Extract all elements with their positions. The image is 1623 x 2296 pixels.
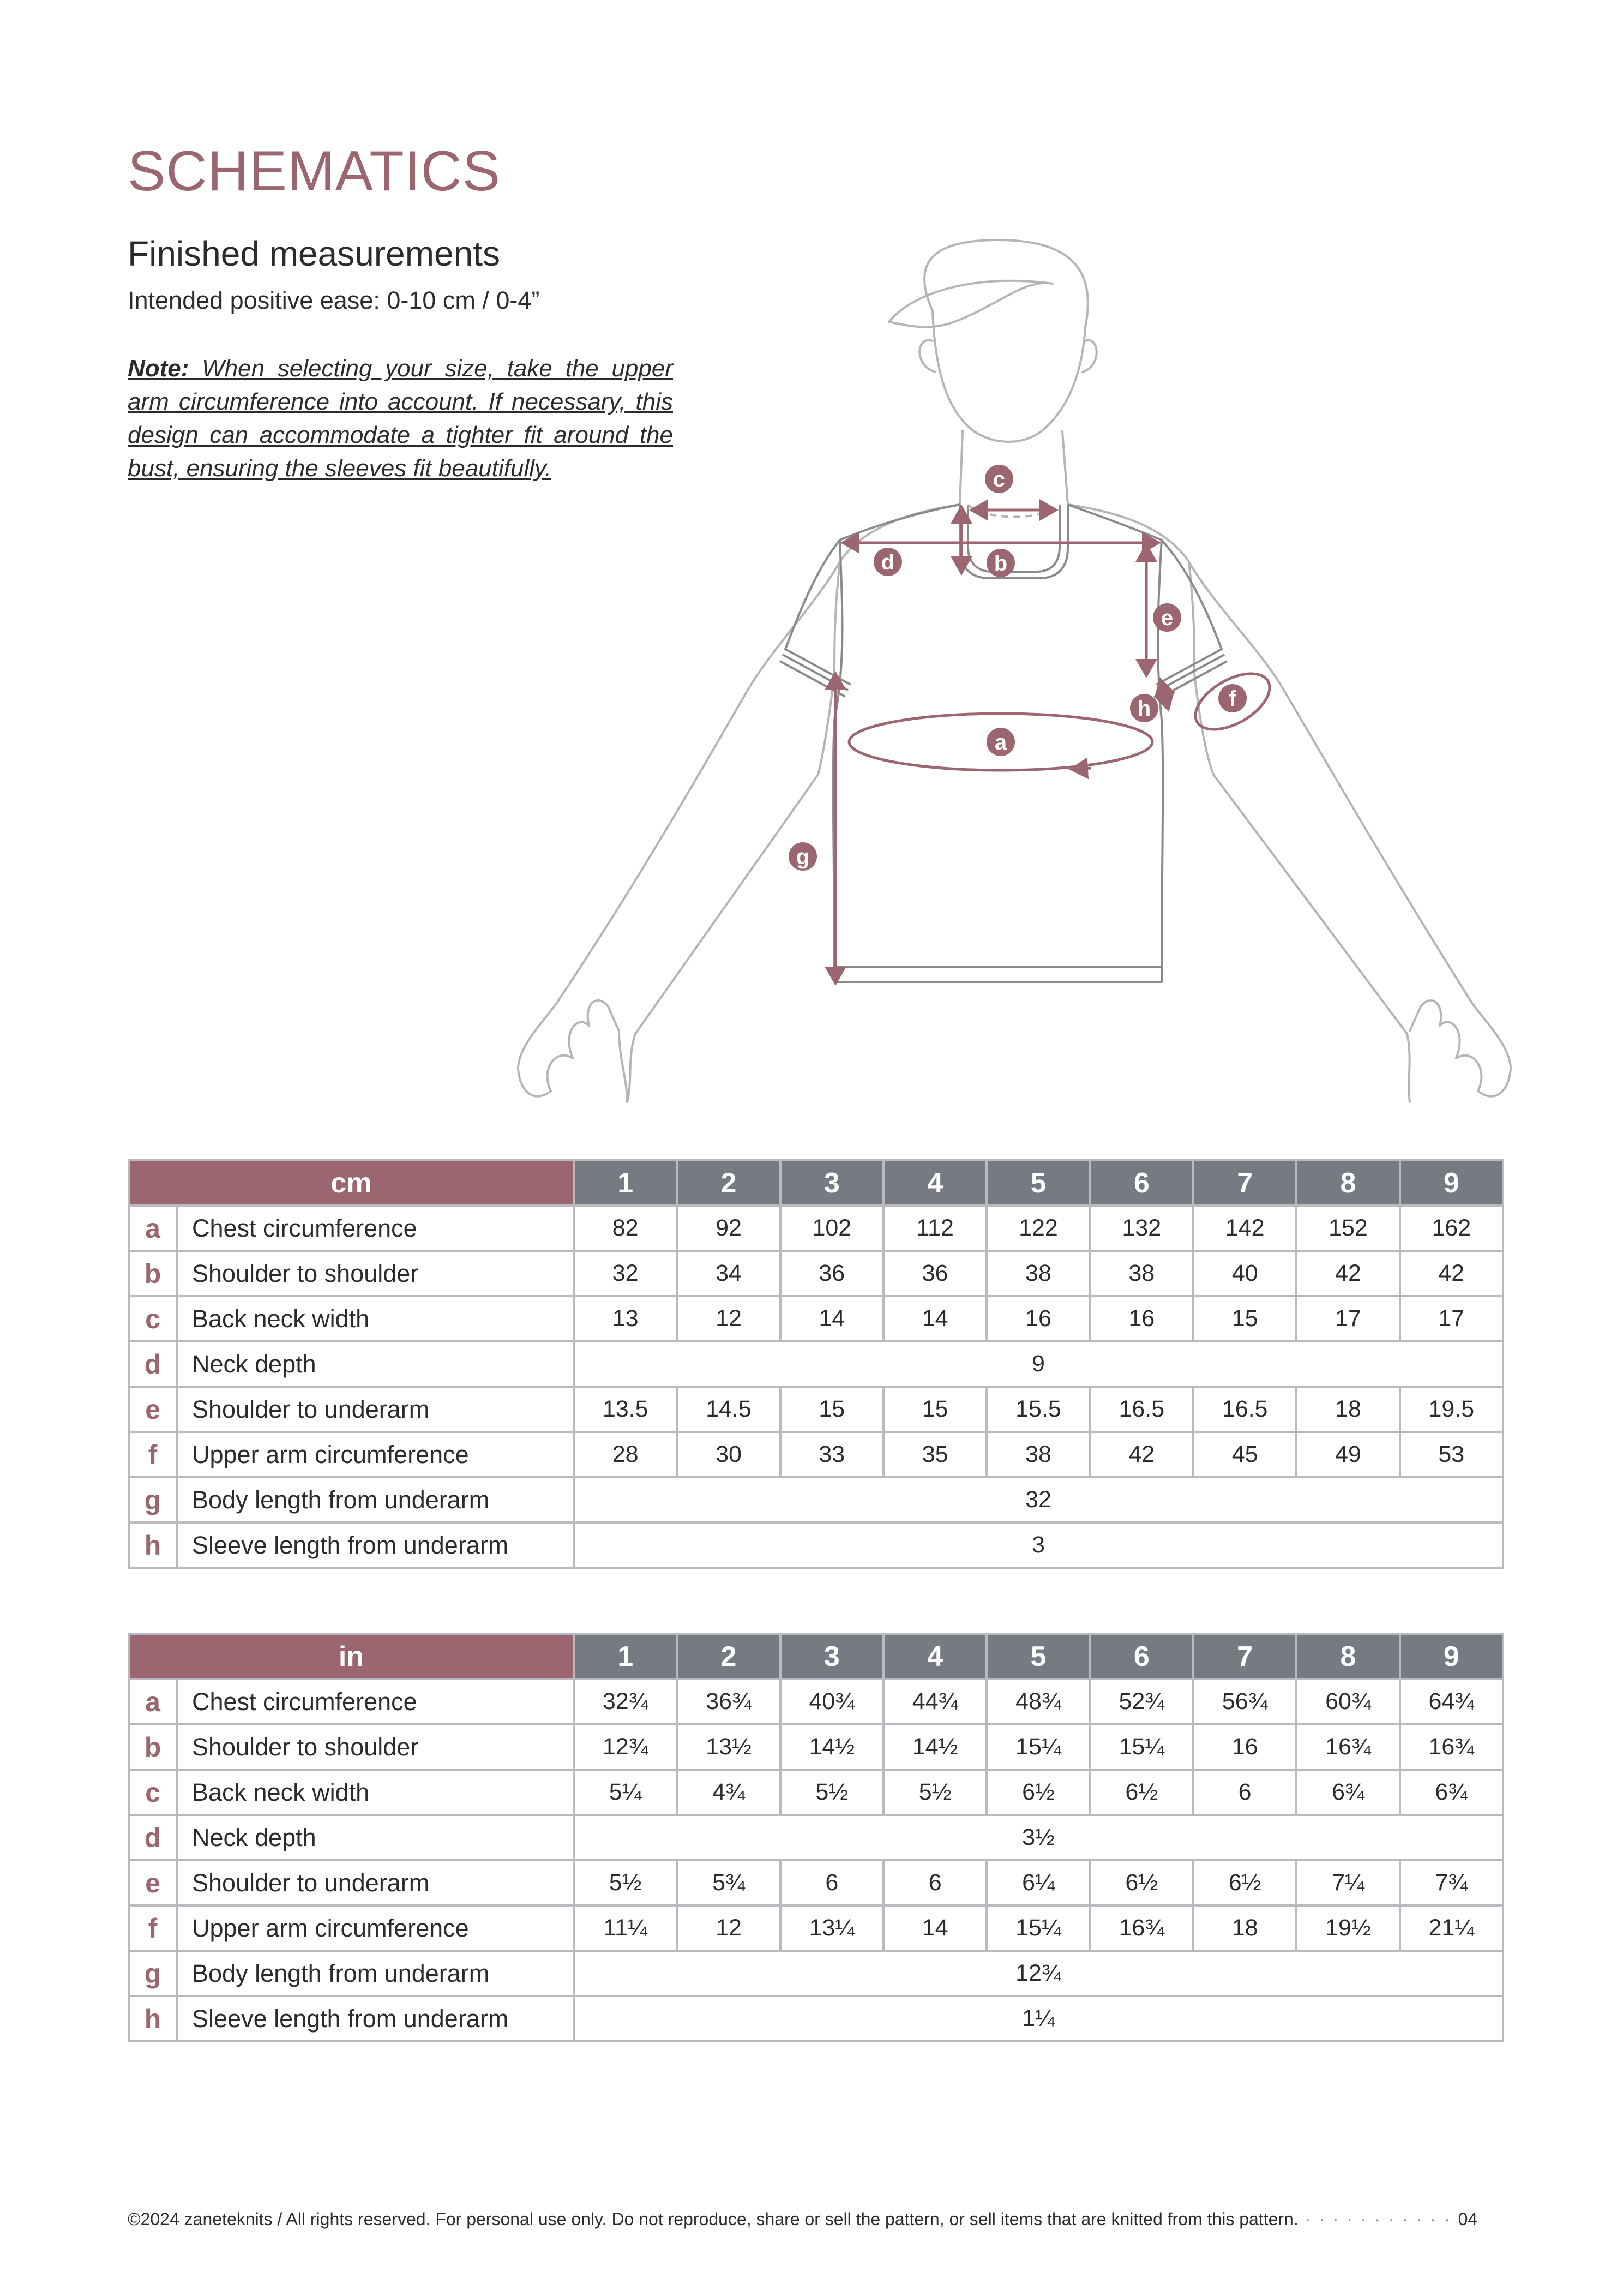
table-cell: 6½ bbox=[987, 1770, 1090, 1815]
table-row bbox=[129, 1724, 1503, 1770]
size-header: 4 bbox=[883, 1160, 987, 1206]
page-number: 04 bbox=[1458, 2209, 1478, 2229]
size-header: 6 bbox=[1090, 1634, 1193, 1679]
row-letter: g bbox=[129, 1951, 177, 1996]
table-row bbox=[129, 1770, 1503, 1815]
row-letter: c bbox=[129, 1296, 177, 1341]
unit-header: cm bbox=[129, 1160, 574, 1206]
table-cell: 6¾ bbox=[1296, 1770, 1399, 1815]
row-letter: b bbox=[129, 1724, 177, 1770]
row-letter: c bbox=[129, 1770, 177, 1815]
table-cell: 64¾ bbox=[1400, 1679, 1503, 1724]
size-header: 3 bbox=[780, 1160, 883, 1206]
label-h: h bbox=[1137, 697, 1151, 721]
table-cell: 82 bbox=[574, 1206, 677, 1251]
table-cell: 14.5 bbox=[677, 1387, 780, 1432]
row-letter: a bbox=[129, 1206, 177, 1251]
table-row bbox=[129, 1905, 1503, 1951]
row-label: Shoulder to underarm bbox=[177, 1387, 574, 1432]
table-cell: 132 bbox=[1090, 1206, 1193, 1251]
table-cell: 36¾ bbox=[677, 1679, 780, 1724]
table-row bbox=[129, 1679, 1503, 1724]
table-cell-merged: 3 bbox=[574, 1522, 1503, 1568]
table-cell: 16.5 bbox=[1090, 1387, 1193, 1432]
body-outline bbox=[518, 240, 1511, 1102]
row-letter: d bbox=[129, 1815, 177, 1860]
table-cell: 19½ bbox=[1296, 1905, 1399, 1951]
table-row bbox=[129, 1860, 1503, 1905]
table-cell: 40 bbox=[1193, 1251, 1296, 1296]
note-label: Note: bbox=[128, 355, 189, 382]
label-e: e bbox=[1161, 606, 1174, 630]
table-cell: 35 bbox=[883, 1432, 987, 1477]
table-cell: 45 bbox=[1193, 1432, 1296, 1477]
table-header-row bbox=[129, 1160, 1503, 1206]
table-cell: 38 bbox=[1090, 1251, 1193, 1296]
table-cell: 32 bbox=[574, 1251, 677, 1296]
label-f-marker bbox=[1218, 684, 1247, 712]
measurement-labels bbox=[789, 465, 1247, 871]
row-letter: b bbox=[129, 1251, 177, 1296]
row-label: Sleeve length from underarm bbox=[177, 1522, 574, 1568]
section-subtitle: Finished measurements bbox=[128, 234, 500, 273]
table-row bbox=[129, 1815, 1503, 1860]
row-letter: h bbox=[129, 1996, 177, 2041]
page-title: SCHEMATICS bbox=[128, 140, 501, 203]
table-cell: 30 bbox=[677, 1432, 780, 1477]
size-header: 9 bbox=[1400, 1634, 1503, 1679]
table-cell: 5½ bbox=[574, 1860, 677, 1905]
table-cell: 52¾ bbox=[1090, 1679, 1193, 1724]
size-header: 9 bbox=[1400, 1160, 1503, 1206]
unit-header: in bbox=[129, 1634, 574, 1679]
row-label: Shoulder to underarm bbox=[177, 1860, 574, 1905]
table-cell: 42 bbox=[1296, 1251, 1399, 1296]
table-cell: 4¾ bbox=[677, 1770, 780, 1815]
table-cell: 15¼ bbox=[987, 1724, 1090, 1770]
table-cell: 44¾ bbox=[883, 1679, 987, 1724]
table-cell: 6½ bbox=[1090, 1770, 1193, 1815]
table-cell: 15 bbox=[780, 1387, 883, 1432]
row-label: Sleeve length from underarm bbox=[177, 1996, 574, 2041]
row-label: Chest circumference bbox=[177, 1206, 574, 1251]
label-c: c bbox=[993, 467, 1006, 491]
table-cell: 17 bbox=[1296, 1296, 1399, 1341]
measurement-arrows bbox=[835, 507, 1279, 983]
table-row bbox=[129, 1951, 1503, 1996]
table-cell: 7¾ bbox=[1400, 1860, 1503, 1905]
size-header: 4 bbox=[883, 1634, 987, 1679]
size-header: 6 bbox=[1090, 1160, 1193, 1206]
table-cell: 12¾ bbox=[574, 1724, 677, 1770]
size-header: 7 bbox=[1193, 1634, 1296, 1679]
table-cell: 28 bbox=[574, 1432, 677, 1477]
table-cell: 6¼ bbox=[987, 1860, 1090, 1905]
label-g-marker bbox=[789, 842, 817, 871]
table-cell: 12 bbox=[677, 1905, 780, 1951]
note-text: When selecting your size, take the upper arm circumference into account. If necessary, this design can accommodate a tighter fit around the bust, ensuring the sleeves fit beautifully. bbox=[128, 355, 673, 482]
table-cell: 6 bbox=[883, 1860, 987, 1905]
table-cell: 14 bbox=[780, 1296, 883, 1341]
footer-dots: · · · · · · · · · · · bbox=[1298, 2209, 1458, 2229]
table-cell: 14½ bbox=[883, 1724, 987, 1770]
row-label: Upper arm circumference bbox=[177, 1432, 574, 1477]
table-cell: 14½ bbox=[780, 1724, 883, 1770]
table-cell: 122 bbox=[987, 1206, 1090, 1251]
table-cell: 6 bbox=[1193, 1770, 1296, 1815]
row-label: Back neck width bbox=[177, 1296, 574, 1341]
row-label: Body length from underarm bbox=[177, 1477, 574, 1522]
garment-schematic bbox=[480, 229, 1527, 1129]
table-row bbox=[129, 1477, 1503, 1522]
size-header: 1 bbox=[574, 1634, 677, 1679]
table-cell: 60¾ bbox=[1296, 1679, 1399, 1724]
table-cell: 42 bbox=[1090, 1432, 1193, 1477]
size-header: 5 bbox=[987, 1634, 1090, 1679]
row-label: Chest circumference bbox=[177, 1679, 574, 1724]
table-cell: 6 bbox=[780, 1860, 883, 1905]
table-cell-merged: 32 bbox=[574, 1477, 1503, 1522]
table-cell: 18 bbox=[1193, 1905, 1296, 1951]
table-cell: 5¾ bbox=[677, 1860, 780, 1905]
table-cell: 56¾ bbox=[1193, 1679, 1296, 1724]
row-label: Shoulder to shoulder bbox=[177, 1251, 574, 1296]
size-header: 3 bbox=[780, 1634, 883, 1679]
table-cell: 14 bbox=[883, 1905, 987, 1951]
row-label: Neck depth bbox=[177, 1341, 574, 1387]
table-cell: 15.5 bbox=[987, 1387, 1090, 1432]
table-cell: 16 bbox=[1193, 1724, 1296, 1770]
in-measurements-table bbox=[128, 1633, 1504, 2042]
table-row bbox=[129, 1206, 1503, 1251]
table-cell: 112 bbox=[883, 1206, 987, 1251]
table-cell: 142 bbox=[1193, 1206, 1296, 1251]
table-cell: 53 bbox=[1400, 1432, 1503, 1477]
size-header: 2 bbox=[677, 1634, 780, 1679]
table-cell: 48¾ bbox=[987, 1679, 1090, 1724]
row-label: Neck depth bbox=[177, 1815, 574, 1860]
row-letter: f bbox=[129, 1432, 177, 1477]
table-cell: 19.5 bbox=[1400, 1387, 1503, 1432]
table-cell: 42 bbox=[1400, 1251, 1503, 1296]
table-cell: 33 bbox=[780, 1432, 883, 1477]
table-row bbox=[129, 1432, 1503, 1477]
table-cell: 16¾ bbox=[1296, 1724, 1399, 1770]
row-letter: a bbox=[129, 1679, 177, 1724]
table-cell: 102 bbox=[780, 1206, 883, 1251]
table-cell: 49 bbox=[1296, 1432, 1399, 1477]
table-cell: 40¾ bbox=[780, 1679, 883, 1724]
table-cell: 16.5 bbox=[1193, 1387, 1296, 1432]
table-cell: 152 bbox=[1296, 1206, 1399, 1251]
table-row bbox=[129, 1387, 1503, 1432]
table-row bbox=[129, 1522, 1503, 1568]
label-d-marker bbox=[874, 548, 902, 576]
size-header: 5 bbox=[987, 1160, 1090, 1206]
row-letter: f bbox=[129, 1905, 177, 1951]
table-cell: 92 bbox=[677, 1206, 780, 1251]
table-cell: 13 bbox=[574, 1296, 677, 1341]
row-label: Body length from underarm bbox=[177, 1951, 574, 1996]
row-letter: h bbox=[129, 1522, 177, 1568]
size-header: 8 bbox=[1296, 1634, 1399, 1679]
table-cell: 36 bbox=[883, 1251, 987, 1296]
table-cell: 21¼ bbox=[1400, 1905, 1503, 1951]
label-b: b bbox=[994, 551, 1008, 576]
table-cell: 12 bbox=[677, 1296, 780, 1341]
size-header: 2 bbox=[677, 1160, 780, 1206]
row-label: Back neck width bbox=[177, 1770, 574, 1815]
size-header: 1 bbox=[574, 1160, 677, 1206]
table-cell: 13½ bbox=[677, 1724, 780, 1770]
label-d: d bbox=[881, 550, 895, 574]
table-header-row bbox=[129, 1634, 1503, 1679]
table-cell: 34 bbox=[677, 1251, 780, 1296]
copyright-text: ©2024 zaneteknits / All rights reserved. For personal use only. Do not reproduce, share or sell the pattern, or sell items that are knitted from this pattern. bbox=[128, 2209, 1299, 2229]
row-letter: e bbox=[129, 1387, 177, 1432]
label-a-marker bbox=[987, 728, 1015, 756]
ease-note: Intended positive ease: 0-10 cm / 0-4” bbox=[128, 286, 540, 314]
size-header: 8 bbox=[1296, 1160, 1399, 1206]
table-cell: 17 bbox=[1400, 1296, 1503, 1341]
table-cell: 13¼ bbox=[780, 1905, 883, 1951]
table-cell: 15¼ bbox=[1090, 1724, 1193, 1770]
label-c-marker bbox=[985, 465, 1013, 493]
table-cell: 13.5 bbox=[574, 1387, 677, 1432]
table-cell: 5½ bbox=[780, 1770, 883, 1815]
table-cell-merged: 12¾ bbox=[574, 1951, 1503, 1996]
table-cell: 5½ bbox=[883, 1770, 987, 1815]
label-a: a bbox=[994, 730, 1007, 754]
row-letter: e bbox=[129, 1860, 177, 1905]
table-row bbox=[129, 1341, 1503, 1387]
table-cell: 16¾ bbox=[1400, 1724, 1503, 1770]
table-cell: 5¼ bbox=[574, 1770, 677, 1815]
label-e-marker bbox=[1153, 603, 1181, 632]
table-cell: 38 bbox=[987, 1251, 1090, 1296]
row-label: Shoulder to shoulder bbox=[177, 1724, 574, 1770]
table-cell: 16 bbox=[1090, 1296, 1193, 1341]
table-cell: 15 bbox=[883, 1387, 987, 1432]
label-h-marker bbox=[1130, 694, 1158, 722]
table-cell: 16 bbox=[987, 1296, 1090, 1341]
table-row bbox=[129, 1296, 1503, 1341]
label-b-marker bbox=[987, 549, 1015, 577]
table-cell: 7¼ bbox=[1296, 1860, 1399, 1905]
table-row bbox=[129, 1996, 1503, 2041]
table-cell: 16¾ bbox=[1090, 1905, 1193, 1951]
row-letter: d bbox=[129, 1341, 177, 1387]
cm-measurements-table bbox=[128, 1159, 1504, 1569]
table-cell: 162 bbox=[1400, 1206, 1503, 1251]
row-letter: g bbox=[129, 1477, 177, 1522]
table-cell-merged: 9 bbox=[574, 1341, 1503, 1387]
footer bbox=[128, 2209, 1504, 2229]
table-cell: 14 bbox=[883, 1296, 987, 1341]
table-cell: 32¾ bbox=[574, 1679, 677, 1724]
table-cell: 38 bbox=[987, 1432, 1090, 1477]
label-g: g bbox=[796, 845, 810, 869]
table-cell: 15¼ bbox=[987, 1905, 1090, 1951]
table-cell: 6½ bbox=[1090, 1860, 1193, 1905]
size-header: 7 bbox=[1193, 1160, 1296, 1206]
label-f: f bbox=[1229, 687, 1236, 711]
row-label: Upper arm circumference bbox=[177, 1905, 574, 1951]
table-cell: 6¾ bbox=[1400, 1770, 1503, 1815]
table-row bbox=[129, 1251, 1503, 1296]
table-cell: 36 bbox=[780, 1251, 883, 1296]
table-cell: 11¼ bbox=[574, 1905, 677, 1951]
table-cell-merged: 3½ bbox=[574, 1815, 1503, 1860]
table-cell: 15 bbox=[1193, 1296, 1296, 1341]
table-cell: 6½ bbox=[1193, 1860, 1296, 1905]
table-cell: 18 bbox=[1296, 1387, 1399, 1432]
table-cell-merged: 1¼ bbox=[574, 1996, 1503, 2041]
